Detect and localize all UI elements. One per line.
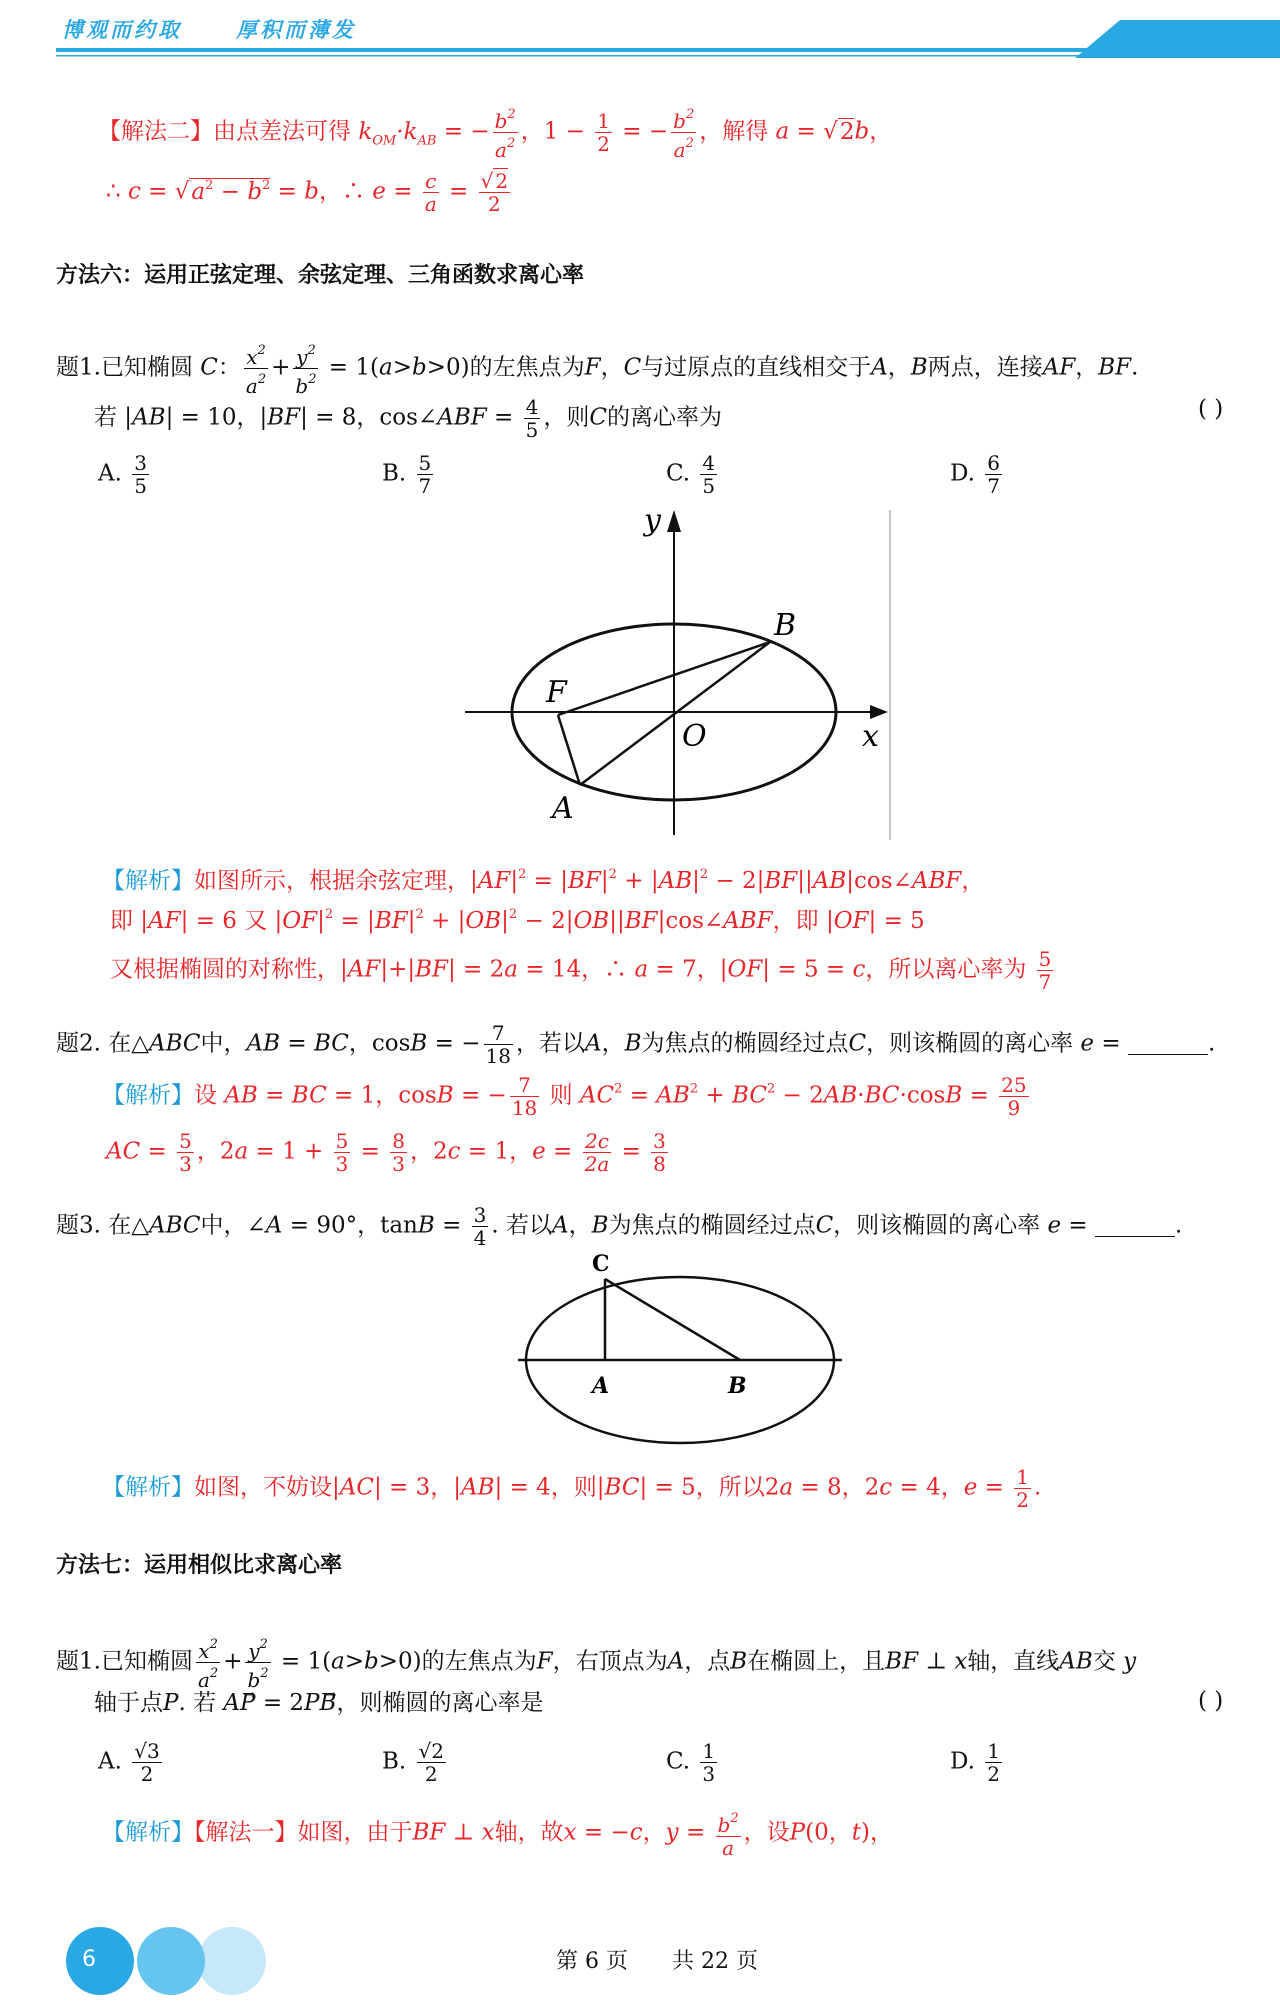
m6-q3-analysis-text-a: 如图，不妨设 xyxy=(194,1474,332,1501)
prev-solution-tag: 【解法二】 xyxy=(98,118,213,145)
m6-q1-text-g: 的离心率为 xyxy=(606,404,722,431)
m6-q3-line: 题3. 在△ABC中，∠A = 90°，tanB = $\frac{3}{4}$ . 若以A，B为焦点的椭圆经过点C，则该椭圆的离心率 e = . xyxy=(56,1203,1183,1250)
m6-q3-analysis-text-c: 所以 xyxy=(718,1474,765,1501)
m6-q3-label: 题3. xyxy=(56,1212,101,1239)
m6-q1-answer-bracket: ( ) xyxy=(1198,396,1224,422)
m6-q3-text-c: 若以 xyxy=(506,1212,553,1239)
header-decoration xyxy=(0,0,1280,70)
m6-q1-text-f: ，则 xyxy=(543,404,590,431)
m6-q1-analysis-text-2c: 即 xyxy=(795,908,819,934)
fig1-label-b: B xyxy=(774,608,797,643)
m7-q1-text-i: 若 xyxy=(193,1690,217,1716)
m7-q1-text-c: ，右顶点为 xyxy=(552,1648,668,1675)
prev-solution-text: 由点差法可得 xyxy=(213,118,351,145)
m6-q2-line: 题2. 在△ABC中，AB = BC，cosB = − $\frac{7}{18}$ ，若以A，B为焦点的椭圆经过点C，则该椭圆的离心率 e = . xyxy=(56,1021,1216,1068)
m7-q1-text-e: 在椭圆上，且 xyxy=(747,1648,886,1675)
m6-q1-text-c: 与过原点的直线相交于 xyxy=(641,354,872,381)
m6-q1-analysis-3: 又根据椭圆的对称性，|AF|+|BF| = 2a = 14，∴ a = 7，|OF| = 5 = c，所以离心率为 $\frac{5}{7}$ xyxy=(110,947,1052,994)
m6-q1-analysis-tag: 【解析】 xyxy=(102,868,194,894)
m7-q1-text-j: 则椭圆的离心率是 xyxy=(359,1690,544,1716)
m6-q1-option-a: A. $\frac{3}{5}$ xyxy=(98,451,147,498)
m6-q2-text-c: 若以 xyxy=(538,1030,585,1057)
m7-q1-option-a: A. $\frac{√3}{2}$ xyxy=(98,1739,160,1786)
header-motto-2: 厚积而薄发 xyxy=(236,18,356,42)
m7-q1-analysis-tag: 【解析】 xyxy=(102,1819,194,1846)
m7-q1-text-d: ，点 xyxy=(684,1648,731,1675)
prev-solution-mid: ，解得 xyxy=(699,118,769,145)
m6-q1-text-a: 已知椭圆 xyxy=(100,354,193,381)
m7-q1-analysis-text-a: 如图，由于 xyxy=(297,1819,413,1846)
fig1-label-y: y xyxy=(644,503,661,538)
m7-q1-text-a: 已知椭圆 xyxy=(100,1648,193,1675)
m7-q1-analysis: 【解析】【解法一】如图，由于BF ⊥ x轴，故x = −c，y = $\frac{b^2}{a}$ ，设P(0，t)， xyxy=(102,1808,893,1859)
m6-q3-answer-blank[interactable] xyxy=(1095,1216,1175,1237)
m6-q3-figure xyxy=(510,1245,850,1445)
m7-q1-text-h: 轴于点 xyxy=(94,1690,163,1716)
m7-q1-option-d: D. $\frac{1}{2}$ xyxy=(950,1739,1000,1786)
fig1-label-a: A xyxy=(552,791,574,826)
m6-q2-answer-blank[interactable] xyxy=(1128,1034,1208,1055)
header-motto-1: 博观而约取 xyxy=(62,18,182,42)
m7-q1-text-f: 轴，直线 xyxy=(967,1648,1060,1675)
prev-solution-line-2: ∴ $c = √a^2 - b^2 = b$，∴ e = $\frac{c}{a}$ = $\frac{√ 2}{2}$ xyxy=(106,169,509,216)
m6-q2-text-e: ，则该椭圆的离心率 xyxy=(866,1030,1074,1057)
m7-q1-label: 题1. xyxy=(56,1648,101,1675)
method-6-title: 方法六：运用正弦定理、余弦定理、三角函数求离心率 xyxy=(56,263,585,288)
m7-q1-analysis-text-b: 轴，故 xyxy=(494,1819,564,1846)
m7-q1-option-c: C. $\frac{1}{3}$ xyxy=(666,1739,716,1786)
m6-q2-analysis-tag: 【解析】 xyxy=(102,1082,194,1109)
m6-q2-text-a: 在△ xyxy=(108,1030,149,1057)
fig1-label-x: x xyxy=(862,719,879,754)
m6-q1-analysis-text-2b: 又 xyxy=(244,908,268,934)
footer-page-text: 第 6 页 xyxy=(556,1949,628,1974)
m6-q1-text-e: 若 xyxy=(94,404,117,431)
m6-q1-option-d: D. $\frac{6}{7}$ xyxy=(950,451,1000,498)
m6-q3-text-e: ，则该椭圆的离心率 xyxy=(833,1212,1041,1239)
m7-q1-option-b: B. $\frac{√2}{2}$ xyxy=(382,1739,444,1786)
footer-page-number: 6 xyxy=(82,1947,96,1972)
m6-q3-analysis-tag: 【解析】 xyxy=(102,1474,194,1501)
m6-q1-analysis-2: 即 |AF| = 6 又 $|OF|^2 = |BF|^2 + |OB|^2$ − 2|OB||BF|cos∠ABF，即 |OF| = 5 xyxy=(110,907,925,934)
m6-q1-analysis-text-3: 又根据椭圆的对称性， xyxy=(110,956,340,983)
m6-q2-analysis-text-b: 则 xyxy=(549,1082,573,1109)
m6-q2-analysis-text-a: 设 xyxy=(194,1082,217,1109)
fig2-label-c: C xyxy=(592,1251,610,1277)
m7-q1-analysis-tag-2: 【解法一】 xyxy=(194,1819,298,1846)
m7-q1-line-2: 轴于点P. 若 AP⃗ = 2PB⃗，则椭圆的离心率是 xyxy=(94,1690,544,1716)
method-7-title: 方法七：运用相似比求离心率 xyxy=(56,1553,343,1578)
m6-q1-text-b: 的左焦点为 xyxy=(469,354,585,381)
m6-q1-option-c: C. $\frac{4}{5}$ xyxy=(666,451,716,498)
m6-q3-analysis-text-b: 则 xyxy=(573,1474,597,1501)
m7-q1-analysis-text-c: 设 xyxy=(766,1819,790,1846)
m6-q1-option-b: B. $\frac{5}{7}$ xyxy=(382,451,432,498)
m6-q3-text-d: 为焦点的椭圆经过点 xyxy=(608,1212,816,1239)
fig1-label-f: F xyxy=(546,675,567,710)
fig2-label-a: A xyxy=(592,1373,610,1399)
m6-q2-analysis-2: AC = $\frac{5}{3}$ ，2a = 1 + $\frac{5}{3}$ = $\frac{8}{3}$ ，2c = 1，e = $\frac{2c}{2a}$ = $\frac{3}{8}$ xyxy=(106,1129,666,1176)
m6-q2-text-b: 中， xyxy=(200,1030,247,1057)
m6-q1-label: 题1. xyxy=(56,354,101,381)
m6-q3-analysis: 【解析】如图，不妨设|AC| = 3，|AB| = 4，则|BC| = 5，所以2a = 8，2c = 4，e = $\frac{1}{2}$ . xyxy=(102,1465,1042,1512)
m6-q1-analysis-1: 【解析】如图所示，根据余弦定理，$|AF|^2 = |BF|^2 + |AB|^2$ − 2|BF||AB|cos∠ABF， xyxy=(102,867,985,894)
m6-q1-line-2: 若 |AB| = 10，|BF| = 8，cos∠ABF = $\frac{4}{5}$ ，则C的离心率为 xyxy=(94,395,722,442)
m6-q1-text-d: 两点，连接 xyxy=(927,354,1043,381)
m6-q2-label: 题2. xyxy=(56,1030,101,1057)
prev-solution-line-1: 【解法二】由点差法可得 $k_{OM}\cdot k_{AB}$ = − $\frac{b^2}{a^2}$ ，1 − $\frac{1}{2}$ = − $\frac{b^2}{a^2}$ ，解得 a = √2b， xyxy=(98,104,892,161)
fig1-label-o: O xyxy=(682,719,707,754)
m6-q1-analysis-text-1: 如图所示，根据余弦定理， xyxy=(194,868,470,894)
m6-q2-text-d: 为焦点的椭圆经过点 xyxy=(641,1030,849,1057)
m7-q1-text-b: 的左焦点为 xyxy=(421,1648,537,1675)
m7-q1-text-g: 交 xyxy=(1092,1648,1116,1675)
footer-total-text: 共 22 页 xyxy=(672,1949,758,1974)
therefore-symbol: ∴ xyxy=(106,178,121,205)
m6-q3-text-b: 中， xyxy=(200,1212,247,1239)
m7-q1-answer-bracket: ( ) xyxy=(1198,1688,1224,1714)
m6-q2-analysis-1: 【解析】设 AB = BC = 1，cosB = − $\frac{7}{18}$ 则 $AC^2 = AB^2 + BC^2 - 2AB\cdot BC\cdot\cos B$ = $\frac{25}{9}$ xyxy=(102,1073,1027,1120)
m6-q1-line-1: 题1.已知椭圆 C： $\frac{x^2}{a^2}$ + $\frac{y^2}{b^2}$ = 1(a>b>0)的左焦点为F，C与过原点的直线相交于A，B两点，连接AF，BF. xyxy=(56,340,1138,397)
m6-q1-analysis-text-2a: 即 xyxy=(110,908,133,934)
m6-q1-figure xyxy=(460,500,900,840)
m6-q3-text-a: 在△ xyxy=(108,1212,149,1239)
m6-q1-analysis-text-3b: 所以离心率为 xyxy=(888,956,1027,983)
fig2-label-b: B xyxy=(728,1373,747,1399)
prev-solution-mid-2: ，∴ xyxy=(318,178,365,205)
m7-q1-line-1: 题1.已知椭圆 $\frac{x^2}{a^2}$ + $\frac{y^2}{b^2}$ = 1(a>b>0)的左焦点为F，右顶点为A，点B在椭圆上，且BF ⊥ x轴，直线AB交 y xyxy=(56,1634,1136,1691)
